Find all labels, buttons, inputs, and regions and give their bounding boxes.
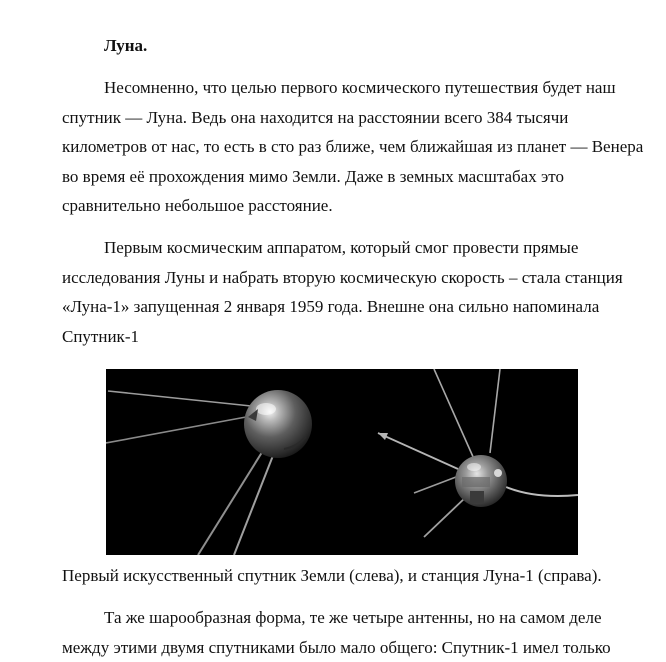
text-line: Первым космическим аппаратом, который смог провести прямые — [62, 233, 658, 263]
paragraph-luna1 — [62, 233, 658, 351]
text-line: «Луна-1» запущенная 2 января 1959 года. Внешне она сильно напоминала — [62, 292, 658, 322]
paragraph-moon-intro — [62, 73, 658, 221]
text-line: исследования Луны и набрать вторую космическую скорость – стала станция — [62, 263, 658, 293]
section-heading: Луна. — [104, 36, 147, 56]
text-line: между этими двумя спутниками было мало общего: Спутник-1 имел только — [62, 633, 658, 662]
satellites-photo — [106, 369, 578, 555]
text-line: во время её прохождения мимо Земли. Даже в земных масштабах это — [62, 162, 658, 192]
luna-1-illustration — [378, 369, 578, 537]
text-line: Та же шарообразная форма, те же четыре антенны, но на самом деле — [62, 603, 658, 633]
sputnik-1-illustration — [106, 390, 312, 555]
text-line: Спутник-1 — [62, 322, 658, 352]
text-line: сравнительно небольшое расстояние. — [62, 191, 658, 221]
text-line: Несомненно, что целью первого космического путешествия будет наш — [62, 73, 658, 103]
text-line: спутник — Луна. Ведь она находится на расстоянии всего 384 тысячи — [62, 103, 658, 133]
figure-caption: Первый искусственный спутник Земли (слева), и станция Луна-1 (справа). — [62, 561, 602, 591]
text-line: километров от нас, то есть в сто раз ближе, чем ближайшая из планет — Венера — [62, 132, 658, 162]
paragraph-comparison — [62, 603, 658, 662]
